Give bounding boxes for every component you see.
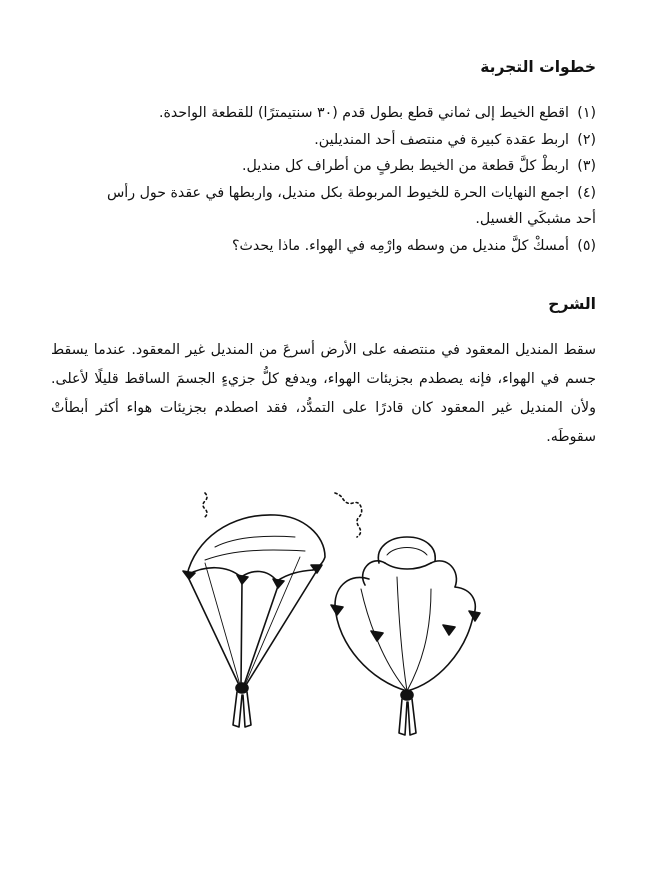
step-text: اربطْ كلَّ قطعة من الخيط بطرفٍ من أطراف كل منديل. xyxy=(242,158,569,174)
step-text: اقطع الخيط إلى ثماني قطع بطول قدم (٣٠ سنتيمترًا) للقطعة الواحدة. xyxy=(158,105,569,121)
step-number: (٥) xyxy=(577,237,596,254)
step-item-5 xyxy=(51,233,596,260)
parachutes-drawing xyxy=(175,485,485,750)
steps-heading: خطوات التجربة xyxy=(480,58,596,76)
step-number: (١) xyxy=(577,105,596,121)
step-item-4 xyxy=(51,180,596,207)
step-text: أمسكْ كلَّ منديل من وسطه وارْمِه في الهواء. ماذا يحدث؟ xyxy=(232,237,569,254)
step-item-4-continuation xyxy=(51,206,596,233)
parachutes-illustration xyxy=(175,485,485,750)
step-text-continuation: أحد مشبكَي الغسيل. xyxy=(475,211,596,227)
step-number: (٢) xyxy=(577,131,596,148)
explanation-heading: الشرح xyxy=(548,295,596,313)
steps-list xyxy=(51,100,596,259)
step-number: (٣) xyxy=(577,158,596,174)
step-item-3 xyxy=(51,153,596,180)
explanation-paragraph: سقط المنديل المعقود في منتصفه على الأرض أسرعَ من المنديل غير المعقود. عندما يسقط جسم في الهواء، فإنه يصطدم بجزيئات الهواء، ويدفع كلُّ جزيءٍ الجسمَ الساقط قليلًا لأعلى. ولأن المنديل غير المعقود كان قادرًا على التمدُّد، فقد اصطدم بجزيئات هواء أكثر أبطأتْ سقوطَه. xyxy=(51,342,596,445)
step-item-2 xyxy=(51,127,596,154)
step-text: اربط عقدة كبيرة في منتصف أحد المنديلين. xyxy=(314,131,569,148)
open-parachute-drawing xyxy=(183,493,325,727)
step-text: اجمع النهايات الحرة للخيوط المربوطة بكل منديل، واربطها في عقدة حول رأس xyxy=(106,184,569,201)
knotted-parachute-drawing xyxy=(331,493,480,735)
step-item-1 xyxy=(51,100,596,127)
step-number: (٤) xyxy=(577,184,596,201)
